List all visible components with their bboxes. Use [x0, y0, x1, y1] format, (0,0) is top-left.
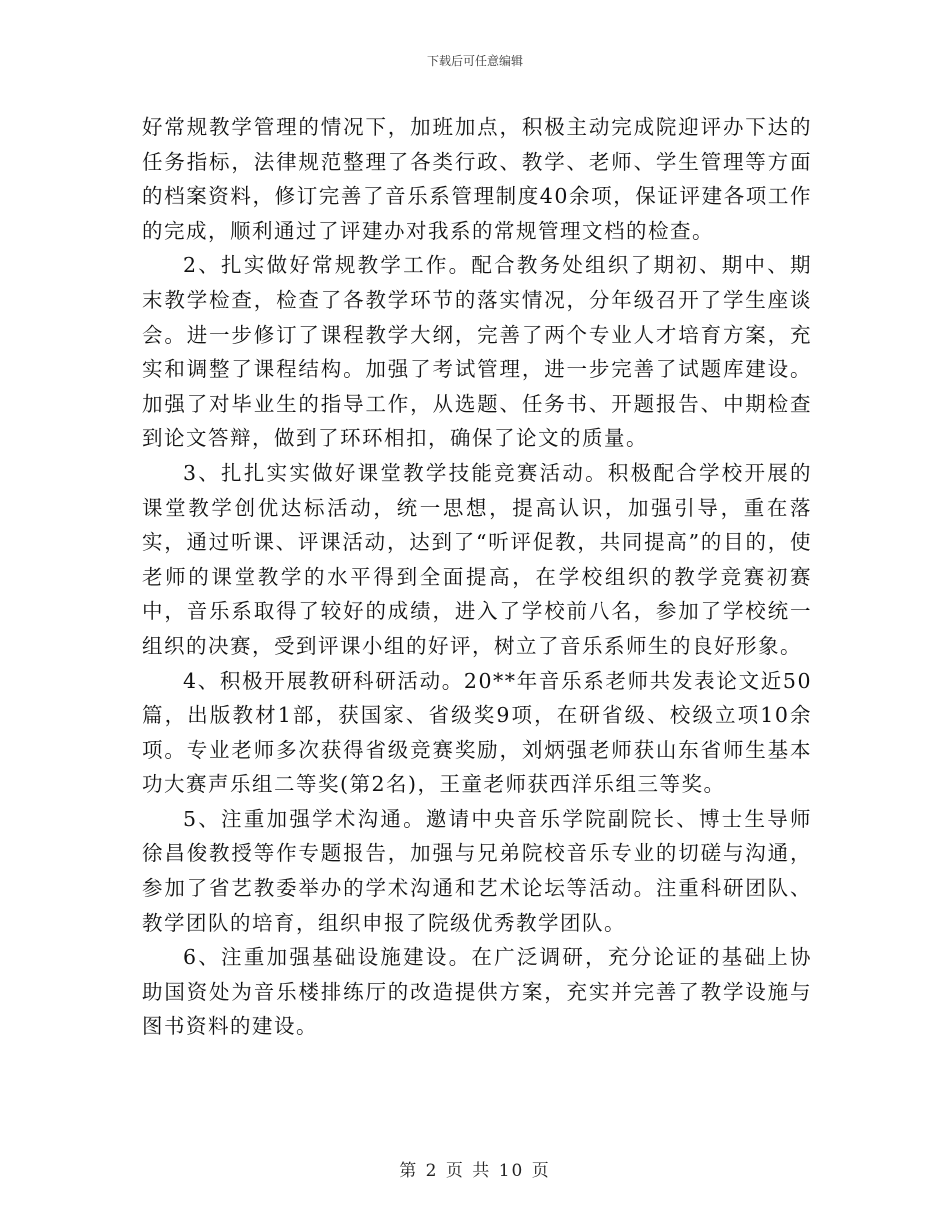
- paragraph-item-4: 4、积极开展教研科研活动。20**年音乐系老师共发表论文近50篇，出版教材1部，获国家、省级奖9项，在研省级、校级立项10余项。专业老师多次获得省级竞赛奖励，刘炳强老师获山东省师生基本功大赛声乐组二等奖(第2名)，王童老师获西洋乐组三等奖。: [142, 668, 812, 797]
- paragraph-continuation: 好常规教学管理的情况下，加班加点，积极主动完成院迎评办下达的任务指标，法律规范整理了各类行政、教学、老师、学生管理等方面的档案资料，修订完善了音乐系管理制度40余项，保证评建各项工作的完成，顺利通过了评建办对我系的常规管理文档的检查。: [142, 115, 812, 243]
- page-number-footer: 第 2 页 共 10 页: [399, 1161, 551, 1181]
- document-body: [142, 110, 812, 1044]
- paragraph-item-2: 2、扎实做好常规教学工作。配合教务处组织了期初、期中、期末教学检查，检查了各教学环节的落实情况，分年级召开了学生座谈会。进一步修订了课程教学大纲，完善了两个专业人才培育方案，充实和调整了课程结构。加强了考试管理，进一步完善了试题库建设。加强了对毕业生的指导工作，从选题、任务书、开题报告、中期检查到论文答辩，做到了环环相扣，确保了论文的质量。: [142, 253, 812, 451]
- paragraph-item-5: 5、注重加强学术沟通。邀请中央音乐学院副院长、博士生导师徐昌俊教授等作专题报告，加强与兄弟院校音乐专业的切磋与沟通，参加了省艺教委举办的学术沟通和艺术论坛等活动。注重科研团队、教学团队的培育，组织申报了院级优秀教学团队。: [142, 806, 812, 935]
- paragraph-item-6: 6、注重加强基础设施建设。在广泛调研，充分论证的基础上协助国资处为音乐楼排练厅的改造提供方案，充实并完善了教学设施与图书资料的建设。: [142, 945, 812, 1039]
- page-header-note: 下载后可任意编辑: [426, 54, 523, 68]
- paragraph-item-3: 3、扎扎实实做好课堂教学技能竞赛活动。积极配合学校开展的课堂教学创优达标活动，统一思想，提高认识，加强引导，重在落实，通过听课、评课活动，达到了“听评促教，共同提高”的目的，使老师的课堂教学的水平得到全面提高，在学校组织的教学竞赛初赛中，音乐系取得了较好的成绩，进入了学校前八名，参加了学校统一组织的决赛，受到评课小组的好评，树立了音乐系师生的良好形象。: [142, 460, 812, 658]
